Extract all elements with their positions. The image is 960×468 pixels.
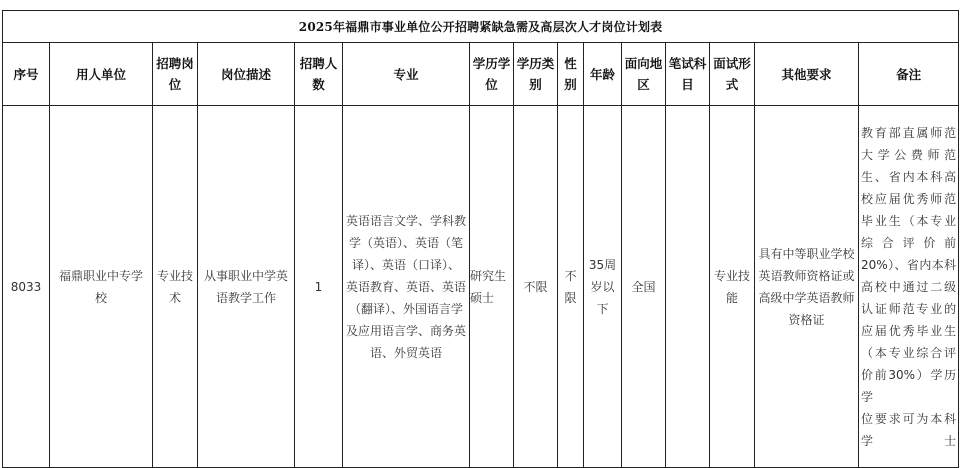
- header-count-line2: 数: [312, 77, 325, 92]
- header-post-line1: 招聘岗: [156, 56, 194, 71]
- other-line: 具有中等职业学校: [758, 246, 855, 261]
- header-desc-text: 岗位描述: [220, 66, 271, 82]
- header-count-line1: 招聘人: [299, 56, 338, 71]
- cell-other: [755, 106, 859, 468]
- other-line: 英语教师资格证或: [758, 268, 855, 283]
- major-line: 译）、英语（口译）、: [351, 257, 460, 272]
- degree-line: 硕士: [470, 290, 495, 305]
- header-row: [3, 43, 959, 106]
- header-gender: [558, 43, 584, 106]
- interview-line: 能: [725, 290, 738, 305]
- header-exam-line2: 目: [681, 77, 694, 92]
- header-exam: [666, 43, 710, 106]
- header-count: [295, 43, 343, 106]
- degree-line: 研究生: [470, 268, 507, 283]
- remarks-line: 位要求可为本科: [861, 411, 957, 426]
- top-strip: [0, 0, 960, 10]
- other-line: 高级中学英语教师: [758, 290, 855, 305]
- header-interview-line1: 面试形: [713, 56, 751, 71]
- header-post: [153, 43, 198, 106]
- remarks-line: 应届优秀毕业生: [861, 323, 957, 338]
- header-post-line2: 位: [168, 77, 182, 92]
- header-interview: [710, 43, 755, 106]
- remarks-line: 高校中通过二级: [861, 279, 957, 294]
- header-degree-line2: 位: [485, 77, 498, 92]
- remarks-line: 价前30%）学历学: [861, 367, 957, 404]
- header-gender-line2: 别: [564, 77, 577, 92]
- cell-count: 1: [295, 106, 343, 468]
- header-age: [584, 43, 622, 106]
- remarks-line: 20%）、省内本科: [861, 257, 957, 272]
- header-remarks-text: 备注: [896, 66, 922, 82]
- age-line: 下: [596, 301, 609, 316]
- header-edu-type-line1: 学历类: [516, 56, 555, 71]
- header-exam-line1: 笔试科: [668, 56, 707, 71]
- table-row: [3, 106, 959, 468]
- cell-age: [584, 106, 622, 468]
- cell-remarks: [859, 106, 959, 468]
- major-line: 语、外贸英语: [369, 345, 442, 360]
- header-remarks: [859, 43, 959, 106]
- header-degree: [470, 43, 514, 106]
- header-region-line1: 面向地: [624, 56, 663, 71]
- remarks-line: 生、省内本科高: [861, 169, 957, 184]
- major-line: 学（英语）、英语（笔: [348, 235, 463, 250]
- remarks-line: 校应届优秀师范: [861, 191, 957, 206]
- header-age-text: 年龄: [589, 66, 615, 82]
- gender-line: 限: [564, 290, 577, 305]
- header-other: [755, 43, 859, 106]
- header-major-text: 专业: [393, 66, 419, 82]
- header-major: [343, 43, 470, 106]
- header-region: [622, 43, 666, 106]
- major-line: 英语语言文学、学科教: [345, 213, 466, 228]
- header-employer: [50, 43, 153, 106]
- header-interview-line2: 式: [725, 77, 739, 92]
- age-line: 岁以: [590, 279, 615, 294]
- cell-degree: [470, 106, 514, 468]
- major-line: （翻译）、外国语言学: [348, 301, 463, 316]
- cell-edu-type: 不限: [514, 106, 558, 468]
- recruitment-table: [2, 10, 959, 468]
- remarks-line: 学士: [861, 433, 957, 448]
- header-employer-text: 用人单位: [75, 66, 126, 82]
- header-edu-type: [514, 43, 558, 106]
- table-title: 2025年福鼎市事业单位公开招聘紧缺急需及高层次人才岗位计划表: [3, 11, 959, 43]
- remarks-line: 毕业生（本专业: [861, 213, 957, 228]
- cell-exam: [666, 106, 710, 468]
- major-line: 及应用语言学、商务英: [345, 323, 466, 338]
- major-line: 英语教育、英语、英语: [345, 279, 466, 294]
- header-seq-text: 序号: [13, 66, 39, 82]
- header-region-line2: 区: [637, 77, 650, 92]
- interview-line: 专业技: [713, 268, 750, 283]
- header-degree-line1: 学历学: [472, 56, 511, 71]
- cell-employer: 福鼎职业中专学 校: [50, 106, 153, 468]
- remarks-line: （本专业综合评: [861, 345, 957, 360]
- header-gender-line1: 性: [564, 56, 577, 71]
- cell-region: 全国: [622, 106, 666, 468]
- remarks-line: 认证师范专业的: [861, 301, 957, 316]
- cell-desc: 从事职业中学英 语教学工作: [198, 106, 295, 468]
- cell-gender: [558, 106, 584, 468]
- other-line: 资格证: [788, 312, 825, 327]
- header-seq: [3, 43, 50, 106]
- header-edu-type-line2: 别: [529, 77, 542, 92]
- header-desc: [198, 43, 295, 106]
- cell-post: 专业技 术: [153, 106, 198, 468]
- remarks-line: 教育部直属师范: [861, 125, 957, 140]
- age-line: 35周: [588, 257, 617, 272]
- cell-seq: 8033: [3, 106, 50, 468]
- remarks-line: 综合评价前: [861, 235, 957, 250]
- cell-major: [343, 106, 470, 468]
- remarks-line: 大学公费师范: [861, 147, 957, 162]
- cell-interview: [710, 106, 755, 468]
- gender-line: 不: [564, 268, 577, 283]
- header-other-text: 其他要求: [781, 66, 832, 82]
